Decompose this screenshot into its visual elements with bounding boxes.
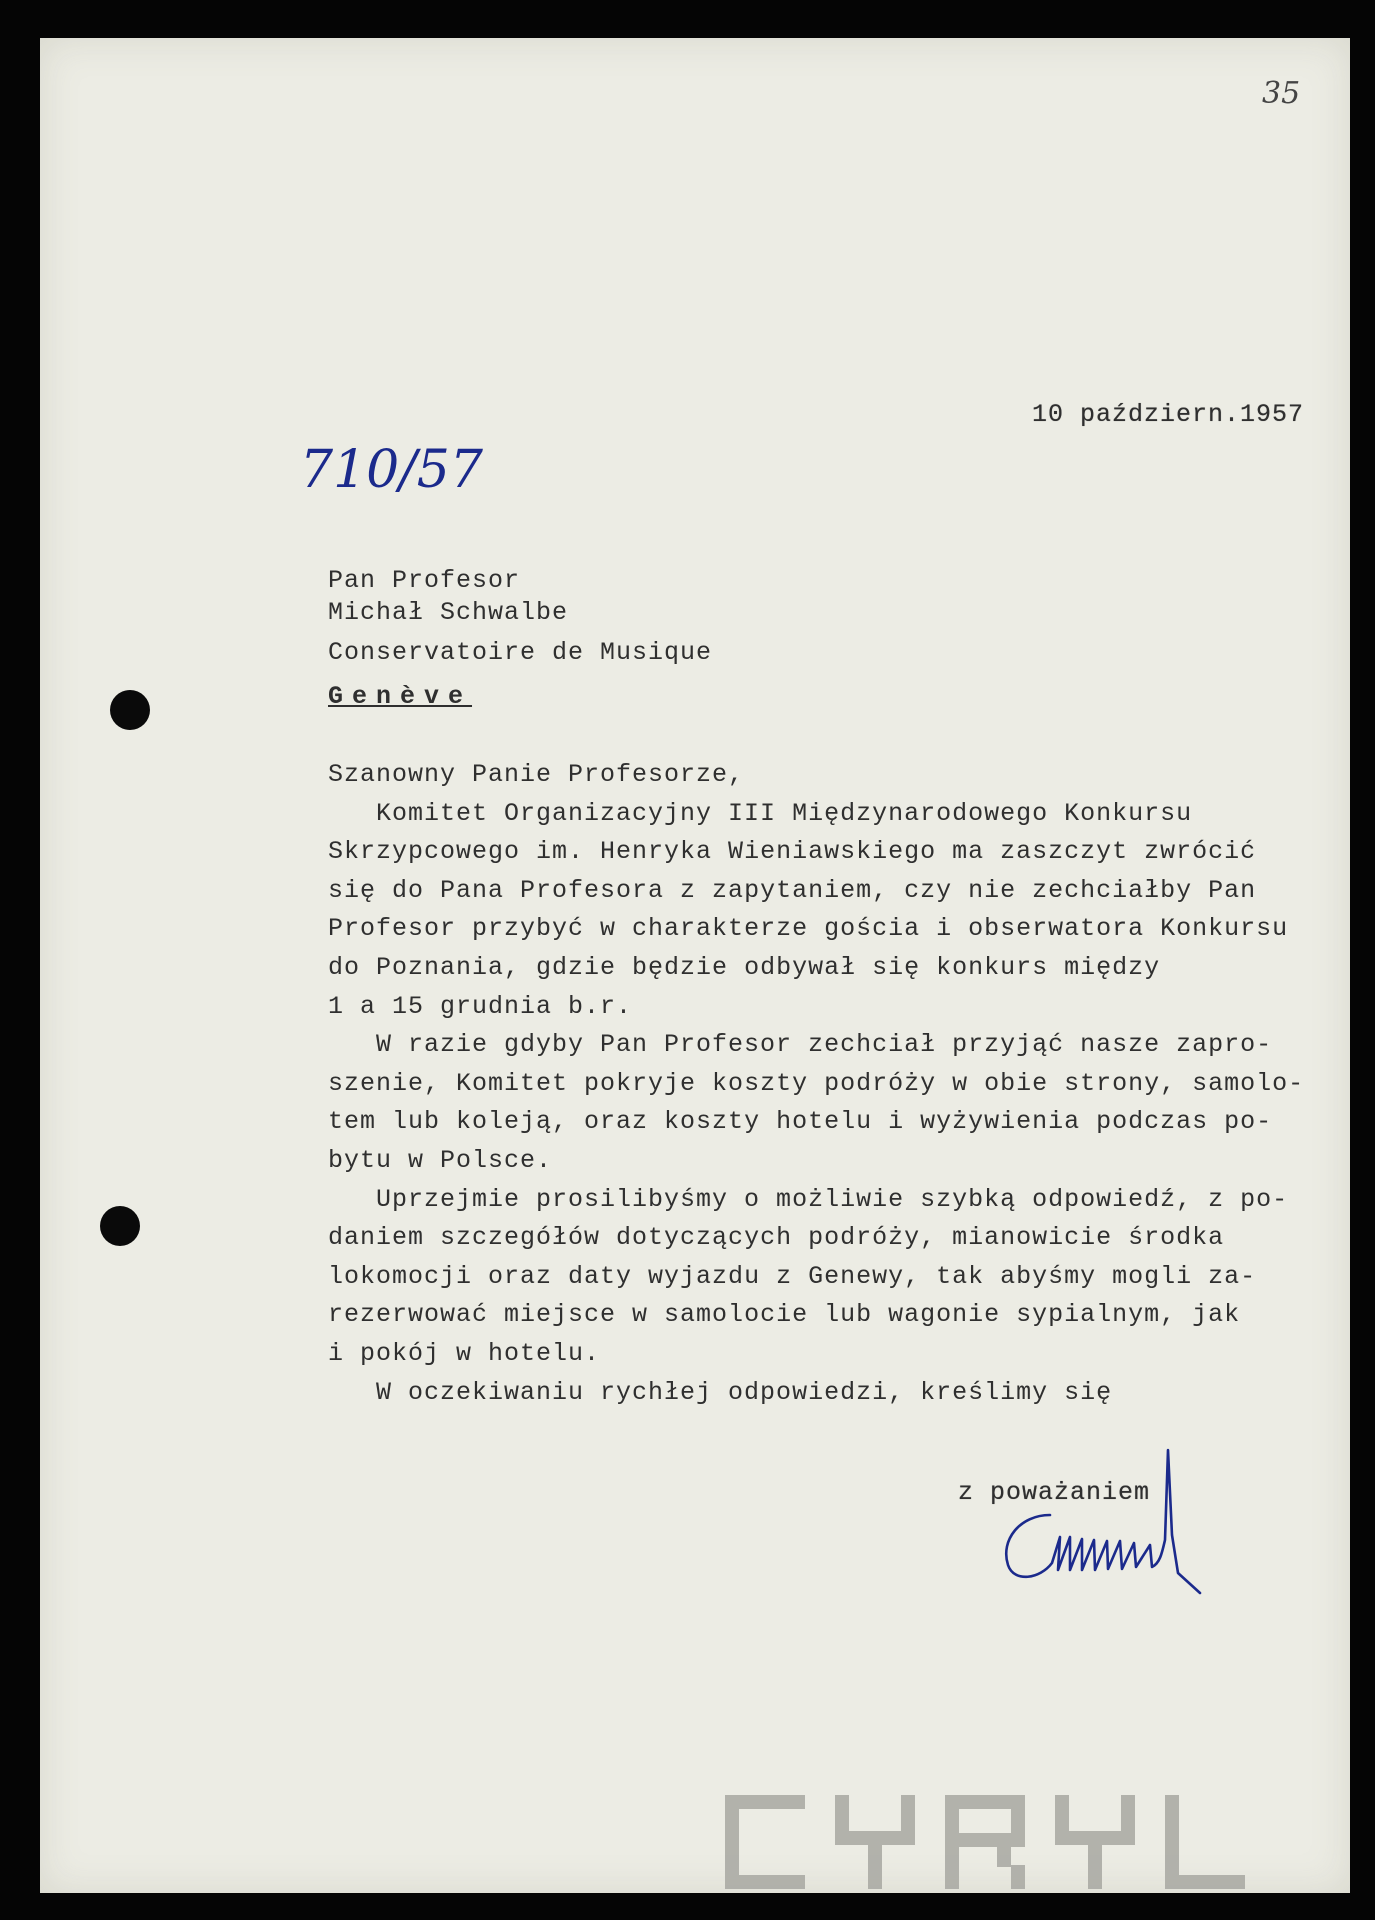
watermark-logo	[725, 1795, 1325, 1895]
text-line: lokomocji oraz daty wyjazdu z Genewy, tak abyśmy mogli za-	[328, 1261, 1257, 1291]
text-line: Profesor przybyć w charakterze gościa i obserwatora Konkursu	[328, 914, 1289, 944]
letter-body	[328, 756, 1308, 1412]
recipient-city: Genève	[328, 682, 473, 711]
signature	[990, 1445, 1250, 1595]
recipient-line: Conservatoire de Musique	[328, 638, 713, 667]
salutation: Szanowny Panie Profesorze,	[328, 760, 745, 789]
text-line: Uprzejmie prosilibyśmy o możliwie szybką odpowiedź, z po-	[376, 1184, 1289, 1214]
reference-number: 710/57	[300, 440, 483, 500]
text-line: tem lub koleją, oraz koszty hotelu i wyżywienia podczas po-	[328, 1107, 1273, 1137]
text-line: W oczekiwaniu rychłej odpowiedzi, kreślimy się	[376, 1377, 1113, 1407]
text-line: Komitet Organizacyjny III Międzynarodowego Konkursu	[376, 798, 1193, 828]
closing: z poważaniem	[958, 1478, 1151, 1507]
text-line: daniem szczegółów dotyczących podróży, mianowicie środka	[328, 1223, 1225, 1253]
punch-hole-bottom	[100, 1206, 140, 1246]
letter-date: 10 październ.1957	[1032, 400, 1305, 429]
recipient-line: Pan Profesor	[328, 566, 521, 595]
text-line: W razie gdyby Pan Profesor zechciał przyjąć nasze zapro-	[376, 1030, 1273, 1060]
text-line: 1 a 15 grudnia b.r.	[328, 991, 633, 1021]
text-line: bytu w Polsce.	[328, 1145, 553, 1175]
text-line: Skrzypcowego im. Henryka Wieniawskiego ma zaszczyt zwrócić	[328, 837, 1257, 867]
recipient-line: Michał Schwalbe	[328, 598, 569, 627]
text-line: szenie, Komitet pokryje koszty podróży w obie strony, samolo-	[328, 1068, 1305, 1098]
text-line: i pokój w hotelu.	[328, 1338, 601, 1368]
text-line: się do Pana Profesora z zapytaniem, czy nie zechciałby Pan	[328, 875, 1257, 905]
page-number: 35	[1262, 76, 1301, 111]
text-line: do Poznania, gdzie będzie odbywał się konkurs między	[328, 952, 1161, 982]
punch-hole-top	[110, 690, 150, 730]
text-line: rezerwować miejsce w samolocie lub wagonie sypialnym, jak	[328, 1300, 1241, 1330]
recipient-address	[328, 565, 712, 713]
